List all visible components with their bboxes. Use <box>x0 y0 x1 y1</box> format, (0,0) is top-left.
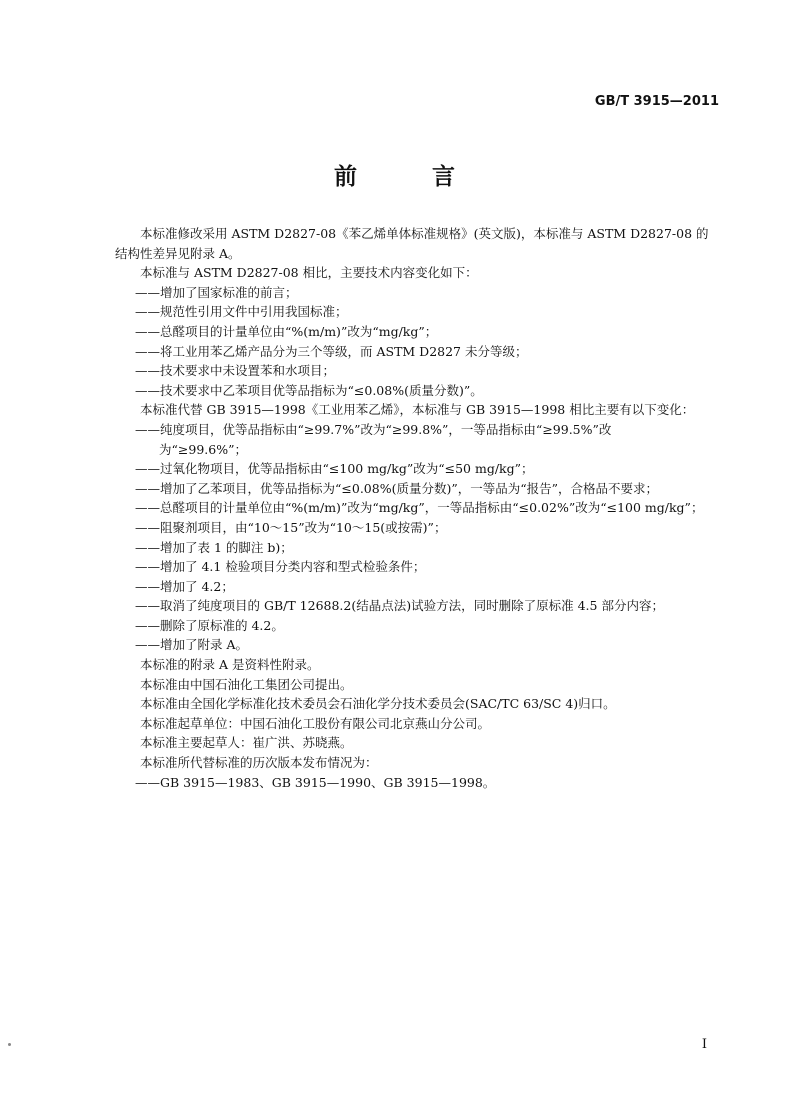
paragraph: 本标准的附录 A 是资料性附录。 <box>140 657 320 673</box>
paragraph: 本标准主要起草人：崔广洪、苏晓燕。 <box>140 735 353 751</box>
list-item: ——纯度项目，优等品指标由“≥99.7%”改为“≥99.8%”，一等品指标由“≥99.5%”改 <box>135 421 612 437</box>
list-item: ——过氧化物项目，优等品指标由“≤100 mg/kg”改为“≤50 mg/kg”； <box>135 461 534 477</box>
page-number: I <box>701 1037 707 1052</box>
page-title: 前 言 <box>334 164 481 190</box>
list-item: ——阻聚剂项目，由“10～15”改为“10～15(或按需)”； <box>135 519 447 535</box>
paragraph: 本标准修改采用 ASTM D2827-08《苯乙烯单体标准规格》(英文版)，本标准与 ASTM D2827-08 的结构性差异见附录 A。 <box>115 226 709 261</box>
list-item: ——总醛项目的计量单位由“%(m/m)”改为“mg/kg”； <box>135 323 438 339</box>
list-item: ——增加了 4.1 检验项目分类内容和型式检验条件； <box>135 559 426 575</box>
list-item: ——增加了表 1 的脚注 b)； <box>135 539 293 555</box>
paragraph: 本标准所代替标准的历次版本发布情况为： <box>140 755 378 771</box>
list-item: ——总醛项目的计量单位由“%(m/m)”改为“mg/kg”，一等品指标由“≤0.02%”改为“≤100 mg/kg”； <box>135 500 704 516</box>
list-item: ——增加了附录 A。 <box>135 637 249 653</box>
paragraph: 本标准由中国石油化工集团公司提出。 <box>140 676 353 692</box>
paragraph: 本标准与 ASTM D2827-08 相比，主要技术内容变化如下： <box>140 265 478 281</box>
list-item: ——增加了国家标准的前言； <box>135 284 298 300</box>
list-item: ——技术要求中乙苯项目优等品指标为“≤0.08%(质量分数)”。 <box>135 382 483 398</box>
foreword-body <box>115 224 715 792</box>
list-item: ——规范性引用文件中引用我国标准； <box>135 304 348 320</box>
standard-code: GB/T 3915—2011 <box>594 94 719 109</box>
list-item: 为“≥99.6%”； <box>159 441 247 457</box>
paragraph: 本标准代替 GB 3915—1998《工业用苯乙烯》，本标准与 GB 3915—1998 相比主要有以下变化： <box>140 402 695 418</box>
paragraph: 本标准由全国化学标准化技术委员会石油化学分技术委员会(SAC/TC 63/SC 4)归口。 <box>140 696 616 712</box>
list-item: ——将工业用苯乙烯产品分为三个等级，而 ASTM D2827 未分等级； <box>135 343 528 359</box>
list-item: ——删除了原标准的 4.2。 <box>135 617 284 633</box>
list-item: ——GB 3915—1983、GB 3915—1990、GB 3915—1998。 <box>135 774 496 790</box>
list-item: ——技术要求中未设置苯和水项目； <box>135 363 336 379</box>
scan-mark <box>8 1043 11 1046</box>
list-item: ——增加了 4.2； <box>135 578 234 594</box>
list-item: ——取消了纯度项目的 GB/T 12688.2(结晶点法)试验方法，同时删除了原标准 4.5 部分内容； <box>135 598 664 614</box>
paragraph: 本标准起草单位：中国石油化工股份有限公司北京燕山分公司。 <box>140 715 491 731</box>
list-item: ——增加了乙苯项目，优等品指标为“≤0.08%(质量分数)”，一等品为“报告”，合格品不要求； <box>135 480 658 496</box>
